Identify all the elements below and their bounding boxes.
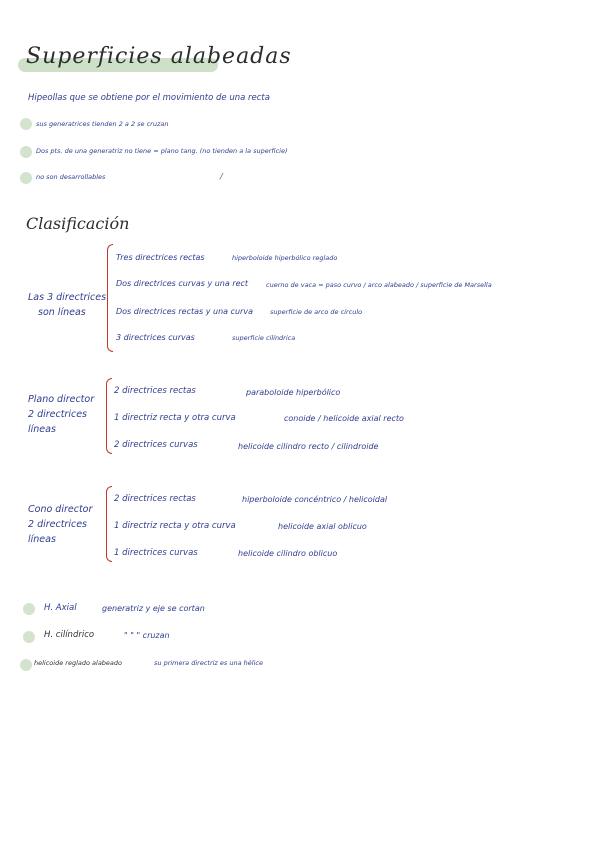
- note-text: su primera directriz es una hélice: [154, 659, 263, 667]
- item-result: hiperboloide concéntrico / helicoidal: [242, 495, 388, 504]
- note-label: H. Axial: [44, 603, 77, 613]
- note-text: " " " cruzan: [124, 631, 170, 640]
- intro-line: Dos pts. de una generatriz no tiene = plano tang. (no tienden a la superficie): [36, 147, 288, 155]
- note-label: helicoide reglado alabeado: [34, 659, 123, 667]
- bullet-dot: [20, 146, 32, 158]
- group-label-line: líneas: [28, 424, 56, 435]
- bracket: [106, 378, 112, 454]
- item-result: paraboloide hiperbólico: [246, 388, 341, 397]
- group-label-line: 2 directrices: [28, 519, 87, 530]
- item-directrices: Dos directrices curvas y una rect: [116, 279, 249, 288]
- item-result: conoide / helicoide axial recto: [284, 414, 404, 423]
- item-directrices: 2 directrices curvas: [114, 440, 198, 450]
- item-result: superficie de arco de círculo: [270, 308, 363, 316]
- group-label: [28, 502, 92, 547]
- item-directrices: 3 directrices curvas: [116, 333, 195, 342]
- item-directrices: 1 directriz recta y otra curva: [114, 413, 236, 423]
- note-text: generatriz y eje se cortan: [102, 604, 205, 613]
- slash-mark: /: [220, 172, 223, 181]
- group-label-line: 2 directrices: [28, 409, 87, 420]
- item-result: helicoide axial oblicuo: [278, 522, 367, 531]
- note-label: H. cilíndrico: [44, 630, 95, 640]
- bullet-dot: [20, 172, 32, 184]
- item-directrices: Tres directrices rectas: [116, 253, 205, 262]
- item-directrices: 2 directrices rectas: [114, 494, 196, 504]
- group-label-line: Cono director: [28, 504, 93, 515]
- item-directrices: 2 directrices rectas: [114, 386, 196, 396]
- item-directrices: Dos directrices rectas y una curva: [116, 307, 253, 316]
- bullet-dot: [20, 118, 32, 130]
- item-result: superficie cilíndrica: [232, 334, 296, 342]
- group-label-line: son líneas: [38, 307, 86, 318]
- bullet-dot: [23, 631, 35, 643]
- intro-line: no son desarrollables: [36, 173, 106, 181]
- section-heading: Clasificación: [26, 214, 130, 233]
- bullet-dot: [23, 603, 35, 615]
- intro-line: sus generatrices tienden 2 a 2 se cruzan: [36, 120, 169, 128]
- page-title: Superficies alabeadas: [26, 44, 292, 69]
- item-result: helicoide cilindro oblicuo: [238, 549, 338, 558]
- item-result: cuerno de vaca = paso curvo / arco alabeado / superficie de Marsella: [266, 281, 492, 289]
- bracket: [107, 244, 113, 352]
- item-directrices: 1 directrices curvas: [114, 548, 198, 558]
- group-label-line: Las 3 directrices: [28, 292, 107, 303]
- intro-line: Hipeollas que se obtiene por el movimiento de una recta: [28, 93, 270, 103]
- item-result: helicoide cilindro recto / cilindroide: [238, 442, 379, 451]
- group-label-line: líneas: [28, 534, 56, 545]
- item-result: hiperboloide hiperbólico reglado: [232, 254, 338, 262]
- bullet-dot: [20, 659, 32, 671]
- group-label: [28, 290, 106, 320]
- group-label-line: Plano director: [28, 394, 95, 405]
- item-directrices: 1 directriz recta y otra curva: [114, 521, 236, 531]
- group-label: [28, 392, 94, 437]
- bracket: [106, 486, 112, 562]
